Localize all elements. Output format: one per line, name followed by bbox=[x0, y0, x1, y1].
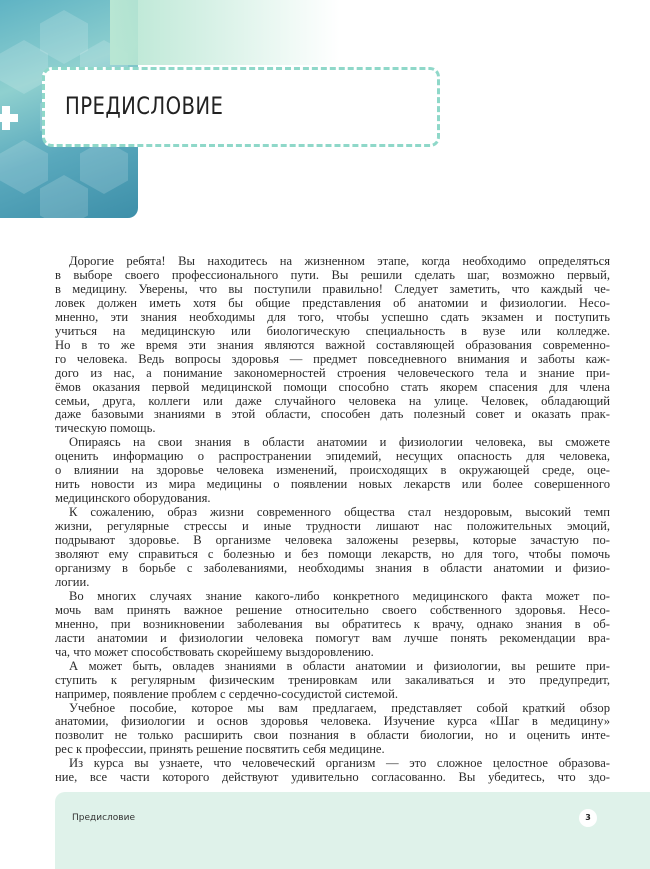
text-line: оценить информацию о распространении эпидемий, несущих опасность для человека, bbox=[55, 450, 610, 464]
chapter-title-box bbox=[42, 67, 440, 147]
body-text bbox=[55, 255, 610, 785]
page-title: ПРЕДИСЛОВИЕ bbox=[65, 92, 224, 120]
paragraph bbox=[55, 436, 610, 506]
medical-cross-icon bbox=[0, 106, 18, 130]
text-line: подрывают здоровье. В организме человека заложены резервы, которые зачастую по- bbox=[55, 534, 610, 548]
text-line: ловек должен иметь хотя бы общие представления об анатомии и физиологии. Несо- bbox=[55, 296, 610, 310]
text-line: жизни, регулярные стрессы и иные трудности лишают нас положительных эмоций, bbox=[55, 520, 610, 534]
text-line: А может быть, овладев знаниями в области анатомии и физиологии, вы решите при- bbox=[69, 659, 610, 673]
paragraph bbox=[55, 590, 610, 660]
text-line: мненно, при возникновении заболевания вы обратитесь к врачу, однако знания в об- bbox=[55, 617, 610, 631]
text-line: в медицину. Уверены, что вы поступили правильно! Следует заметить, что каждый че- bbox=[55, 282, 610, 296]
text-line: анатомии, физиологии и основ здоровья человека. Изучение курса «Шаг в медицину» bbox=[55, 715, 610, 729]
page-footer bbox=[55, 792, 650, 869]
paragraph bbox=[55, 757, 610, 785]
text-line: нить новости из мира медицины о появлении новых лекарств или более совершенного bbox=[55, 478, 610, 492]
text-line: ние, все части которого действуют удивительно согласованно. Вы убедитесь, что здо- bbox=[55, 771, 610, 785]
text-line: учиться на медицинскую или биологическую специальность в вузе или колледже. bbox=[55, 324, 610, 338]
text-line: позволит не только расширить свои познания в области биологии, но и оценить инте- bbox=[55, 729, 610, 743]
text-line: тическую помощь. bbox=[55, 422, 156, 436]
text-line: ча, что может способствовать скорейшему выздоровлению. bbox=[55, 645, 374, 659]
text-line: ступить к регулярным физическим тренировкам или закаливаться и это предупредит, bbox=[55, 673, 610, 687]
text-line: Опираясь на свои знания в области анатомии и физиологии человека, вы сможете bbox=[69, 436, 610, 450]
text-line: организму в борьбе с заболеваниями, необходимы знания в области анатомии и физио- bbox=[55, 561, 610, 575]
footer-section-label: Предисловие bbox=[72, 813, 135, 823]
text-line: в выборе своего профессионального пути. Вы решили сделать шаг, возможно первый, bbox=[55, 268, 610, 282]
paragraph bbox=[55, 660, 610, 702]
paragraph bbox=[55, 702, 610, 758]
text-line: даже базовыми знаниями в этой области, способен дать полезный совет и оказать прак- bbox=[55, 408, 610, 422]
text-line: рес к профессии, принять решение посвятить себя медицине. bbox=[55, 743, 385, 757]
text-line: мненно, эти знания необходимы для того, чтобы успешно сдать экзамен и поступить bbox=[55, 310, 610, 324]
text-line: мочь вам принять важное решение относительно своего собственного здоровья. Несо- bbox=[55, 603, 610, 617]
text-line: зволяют ему справиться с болезнью и без помощи лекарств, но для того, чтобы помочь bbox=[55, 548, 610, 562]
text-line: о влиянии на здоровье человека изменений, происходящих в окружающей среде, оце- bbox=[55, 464, 610, 478]
text-line: го человека. Ведь вопросы здоровья — предмет повседневного внимания и заботы каж- bbox=[55, 352, 610, 366]
text-line: Дорогие ребята! Вы находитесь на жизненном этапе, когда необходимо определяться bbox=[69, 255, 610, 268]
text-line: медицинского оборудования. bbox=[55, 492, 211, 506]
header-gradient-band bbox=[110, 0, 340, 65]
page-number: 3 bbox=[579, 809, 597, 827]
text-line: Во многих случаях знание какого-либо конкретного медицинского факта может по- bbox=[69, 589, 610, 603]
paragraph bbox=[55, 255, 610, 436]
paragraph bbox=[55, 506, 610, 590]
text-line: К сожалению, образ жизни современного общества стал нездоровым, высокий темп bbox=[69, 506, 610, 520]
text-line: ласти анатомии и физиологии человека помогут вам лучше понять рекомендации вра- bbox=[55, 631, 610, 645]
text-line: семьи, друга, коллеги или даже случайного человека на улице. Человек, обладающий bbox=[55, 394, 610, 408]
text-line: Но в то же время эти знания являются важной составляющей образования современно- bbox=[55, 338, 610, 352]
text-line: например, появление проблем с сердечно-сосудистой системой. bbox=[55, 687, 398, 701]
text-line: ёмов оказания первой медицинской помощи способно стать якорем спасения для члена bbox=[55, 380, 610, 394]
text-line: Учебное пособие, которое мы вам предлагаем, представляет собой краткий обзор bbox=[69, 701, 610, 715]
text-line: дого из нас, а понимание закономерностей строения человеческого тела и знание при- bbox=[55, 366, 610, 380]
text-line: логии. bbox=[55, 575, 90, 589]
text-line: Из курса вы узнаете, что человеческий организм — это сложное целостное образова- bbox=[69, 757, 610, 771]
